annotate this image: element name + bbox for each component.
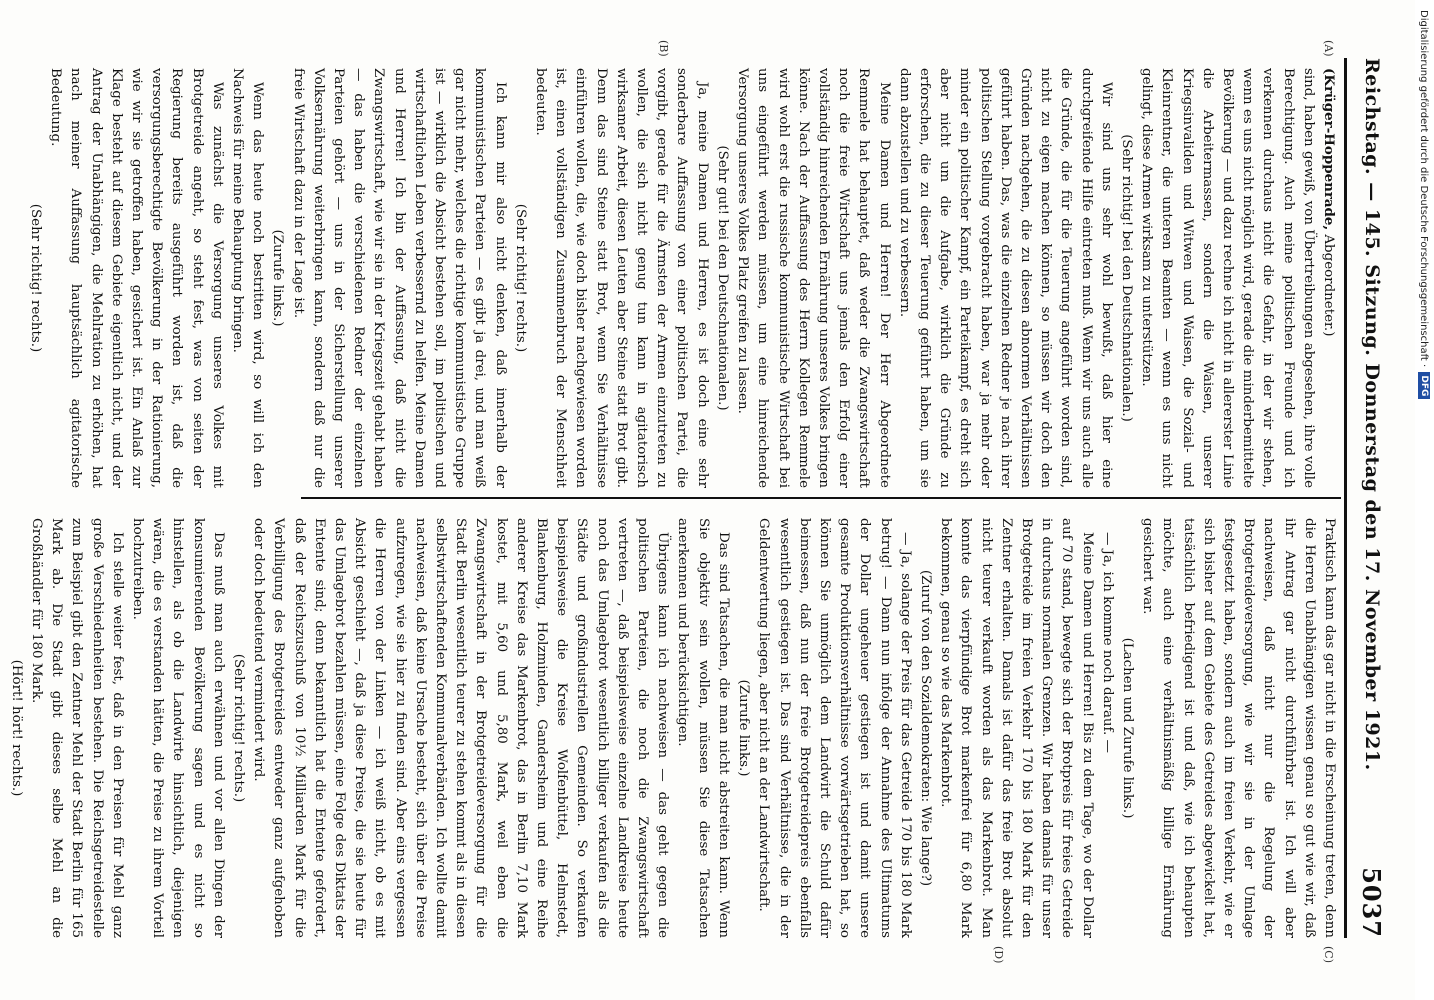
paragraph: Wenn das heute noch bestritten wird, so will ich den Nachweis für meine Behauptung bringen. [230, 68, 266, 488]
paragraph: Ja, meine Damen und Herren, es ist doch eine sehr sonderbare Auffassung von einer politischen Partei, die vorgibt, gerade für die Ärmsten der Armen einzutreten zu wollen, die sich nicht genug tun kann in agitatorisch wirksamer Arbeit, diesen Leuten aber Steine statt Brot gibt. Denn das sind Steine statt Brot, wenn Sie Verhältnisse einführen wollen, die, wie doch bisher nachgewiesen worden ist, einen vollständigen Zusammenbruch der Menschheit bedeuten. [533, 68, 710, 488]
digitization-credit [1414, 0, 1434, 1000]
dfg-logo: DFG [1418, 372, 1430, 399]
paragraph: Ich stelle weiter fest, daß in den Preisen für Mehl ganz große Verschiedenheiten bestehen. Die Reichsgetreidestelle zum Beispiel gibt den Zentner Mehl der Stadt Berlin für 165 Mark ab. Die Stadt gibt dieses selbe Mehl an die Großhändler für 180 Mark. [29, 518, 125, 938]
interjection: (Hört! hört! rechts.) [8, 659, 24, 797]
interjection: (Zurufe links.) [270, 229, 286, 327]
paragraph: Meine Damen und Herren! Bis zu dem Tage, wo der Dollar auf 70 stand, bewegte sich der Brotpreis für freies Getreide in durchaus normalen Grenzen. Wir haben damals für unser Brotgetreide im freien Verkehr 170 bis 180 Mark für den Zentner erhalten. Damals ist dafür das freie Brot absolut nicht teurer verkauft worden als das Markenbrot. Man konnte das vierpfündige Brot markenfrei für 6,80 Mark bekommen, genau so wie das Markenbrot. [938, 518, 1095, 938]
speaker-line [1318, 68, 1339, 488]
margin-marker-d: (D) [992, 946, 1005, 964]
dfg-separator: · [1418, 360, 1430, 371]
page-number: 5037 [1357, 867, 1387, 938]
paragraph: Ich kann mir also nicht denken, daß innerhalb der kommunistischen Parteien — es gibt ja drei, und man weiß gar nicht mehr, welches die richtige kommunistische Gruppe ist — wirklich die Absicht bestehen soll, im politischen und wirtschaftlichen Leben verbessernd zu helfen. Meine Damen und Herren! Ich bin der Auffassung, daß nicht die Zwangswirtschaft, wie wir sie in der Kriegszeit gehabt haben — das haben die verschiedenen Redner der einzelnen Parteien gehört — uns in der Sicherstellung unserer Volksernährung weiterbringen kann, sondern daß nur die freie Wirtschaft dazu in der Lage ist. [290, 68, 508, 488]
digitization-sidebar [1414, 0, 1434, 1000]
margin-marker-c: (C) [1322, 946, 1335, 963]
speaker-name: (Krüger-Hoppenrade, [1321, 68, 1337, 231]
column-divider [301, 497, 1341, 499]
paragraph: Das muß man auch erwähnen und vor allen Dingen der konsumierenden Bevölkerung sagen und es nicht so hinstellen, als ob die Landwirte hinsichtlich, diejenigen wären, die es verstanden hätten, die Preise zu ihrem Vorteil hochzutreiben. [130, 518, 226, 938]
digitization-text: Digitalisierung gefördert durch die Deutsche Forschungsgemeinschaft [1418, 10, 1430, 361]
text-column-left [28, 68, 1339, 488]
paragraph: Übrigens kann ich nachweisen — das geht gegen die politischen Parteien, die noch die Zwangswirtschaft vertreten —, daß beispielsweise einzelne Landkreise heute noch das Umlagebrot wesentlich billiger verkaufen als die Städte und großindustriellen Gemeinden. So verkaufen beispielsweise die Kreise Wolfenbüttel, Helmstedt, Blankenburg, Holzminden, Gandersheim und eine Reihe anderer Kreise das Markenbrot, das in Berlin 7,10 Mark kostet, mit 5,60 und 5,80 Mark, weil eben die Zwangswirtschaft in der Brotgetreideversorgung für die Stadt Berlin wesentlich teurer zu stehen kommt als in diesen selbstwirtschaftenden Kommunalverbänden. Ich wollte damit nachweisen, daß keine Ursache besteht, sich über die Preise aufzuregen, wie sie hier zu finden sind. Aber eins vergessen die Herren von der Linken — ich weiß nicht, ob es mit Absicht geschieht —, daß ja diese Preise, die sie heute für das Umlagebrot bezahlen müssen, eine Folge des Diktats der Entente sind; denn bekanntlich hat die Entente gefordert, daß der Reichszuschuß von 10½ Milliarden Mark für die Verbilligung des Brotgetreides entweder ganz aufgehoben oder doch bedeutend vermindert wird. [251, 518, 671, 938]
interjection: (Zuruf von den Sozialdemokraten: Wie lange?) [917, 569, 933, 887]
paragraph: sind, haben gewiß, von Übertreibungen abgesehen, ihre volle Berechtigung. Auch meine politischen Freunde und ich verkennen durchaus nicht die Gefahr, in der wir stehen, wenn es uns nicht möglich wird, gerade die minderbemittelte Bevölkerung — und dazu rechne ich nicht in allererster Linie die Arbeitermassen, sondern die Waisen, unserer Kriegsinvaliden und Witwen und Waisen, die Sozial- und Kleinrentner, die unteren Beamten — wenn es uns nicht gelingt, diese Armen wirksam zu unterstützen. [1139, 68, 1316, 488]
paragraph: Meine Damen und Herren! Der Herr Abgeordnete Remmele hat behauptet, daß weder die Zwangswirtschaft noch die freie Wirtschaft uns jemals den Erfolg einer vollständig hinreichenden Ernährung unseres Volkes bringen könne. Nach der Auffassung des Herrn Kollegen Remmele wird wohl erst die russische kommunistische Wirtschaft bei uns eingeführt werden müssen, um eine hinreichende Versorgung unseres Volkes Platz greifen zu lassen. [735, 68, 892, 488]
paragraph: Das sind Tatsachen, die man nicht abstreiten kann. Wenn Sie objektiv sein wollen, müssen Sie diese Tatsachen anerkennen und berücksichtigen. [675, 518, 731, 938]
paragraph: — Ja, ich komme noch darauf. — [1099, 532, 1115, 753]
interjection: (Sehr richtig! bei den Deutschnationalen.) [1118, 134, 1134, 422]
header-title: Reichstag. — 145. Sitzung. Donnerstag den 17. November 1921. [1361, 58, 1383, 771]
header-rule [1344, 58, 1347, 938]
interjection: (Sehr gut! bei den Deutschnationalen.) [714, 145, 730, 411]
interjection: (Sehr richtig! rechts.) [231, 653, 247, 803]
margin-marker-b: (B) [657, 40, 670, 57]
interjection: (Sehr richtig! rechts.) [512, 203, 528, 353]
margin-marker-a: (A) [1322, 40, 1335, 57]
paragraph: Praktisch kann das gar nicht in die Erscheinung treten, denn die Herren Unabhängigen wissen genau so gut wie wir, daß ihr Antrag gar nicht durchführbar ist. Ich will aber nachweisen, daß nicht nur die Regelung der Brotgetreideversorgung, wie wir sie in der Umlage festgesetzt haben, sondern auch im freien Verkehr, wie er sich bisher auf dem Gebiete des Getreides abgewickelt hat, tatsächlich befriedigend ist und daß, wie ich behaupten möchte, auch eine verhältnismäßig billige Ernährung gesichert war. [1140, 518, 1337, 938]
paragraph: — Ja, solange der Preis für das Getreide 170 bis 180 Mark betrug! — Dann nun infolge der Annahme des Ultimatums der Dollar ungeheuer gestiegen ist und damit unsere gesamte Produktionsverhältnisse vorwärtsgetrieben hat, so können Sie unmöglich dem Landwirt die Schuld dafür beimessen, daß nun der freie Brotgetreidepreis ebenfalls wesentlich gestiegen ist. Das sind Verhältnisse, die in der Geldentwertung liegen, aber nicht an der Landwirtschaft. [756, 518, 913, 938]
interjection: (Lachen und Zurufe links.) [1119, 637, 1135, 819]
page-header [1349, 58, 1395, 938]
interjection: (Sehr richtig! rechts.) [28, 203, 43, 353]
text-column-right [8, 518, 1339, 938]
interjection: (Zurufe links.) [736, 679, 752, 777]
paragraph: Was zunächst die Versorgung unseres Volkes mit Brotgetreide angeht, so steht fest, was von seiten der Regierung bereits ausgeführt worden ist, daß die versorgungsberechtigte Bevölkerung in der Rationierung, wie wir sie getroffen haben, gesichert ist. Ein Anlaß zur Klage besteht auf diesem Gebiete eigentlich nicht, und der Antrag der Unabhängigen, die Mehlration zu erhöhen, hat nach meiner Auffassung hauptsächlich agitatorische Bedeutung. [48, 68, 225, 488]
paragraph: Wir sind uns sehr wohl bewußt, daß hier eine durchgreifende Hilfe eintreten muß. Wenn wir uns auch alle die Gründe, die für die Teuerung angeführt worden sind, nicht zu eigen machen können, so müssen wir doch den Gründen nachgehen, die zu diesen abnormen Verhältnissen geführt haben. Das, was die einzelnen Redner je nach ihrer politischen Stellung vorgebracht haben, war ja mehr oder minder ein politischer Kampf, ein Parteikampf, es dreht sich aber nicht um die Aufgabe, wirklich die Gründe zu erforschen, die zu dieser Teuerung geführt haben, um sie dann abzustellen und zu verbessern. [896, 68, 1114, 488]
speaker-role: Abgeordneter.) [1321, 234, 1336, 337]
